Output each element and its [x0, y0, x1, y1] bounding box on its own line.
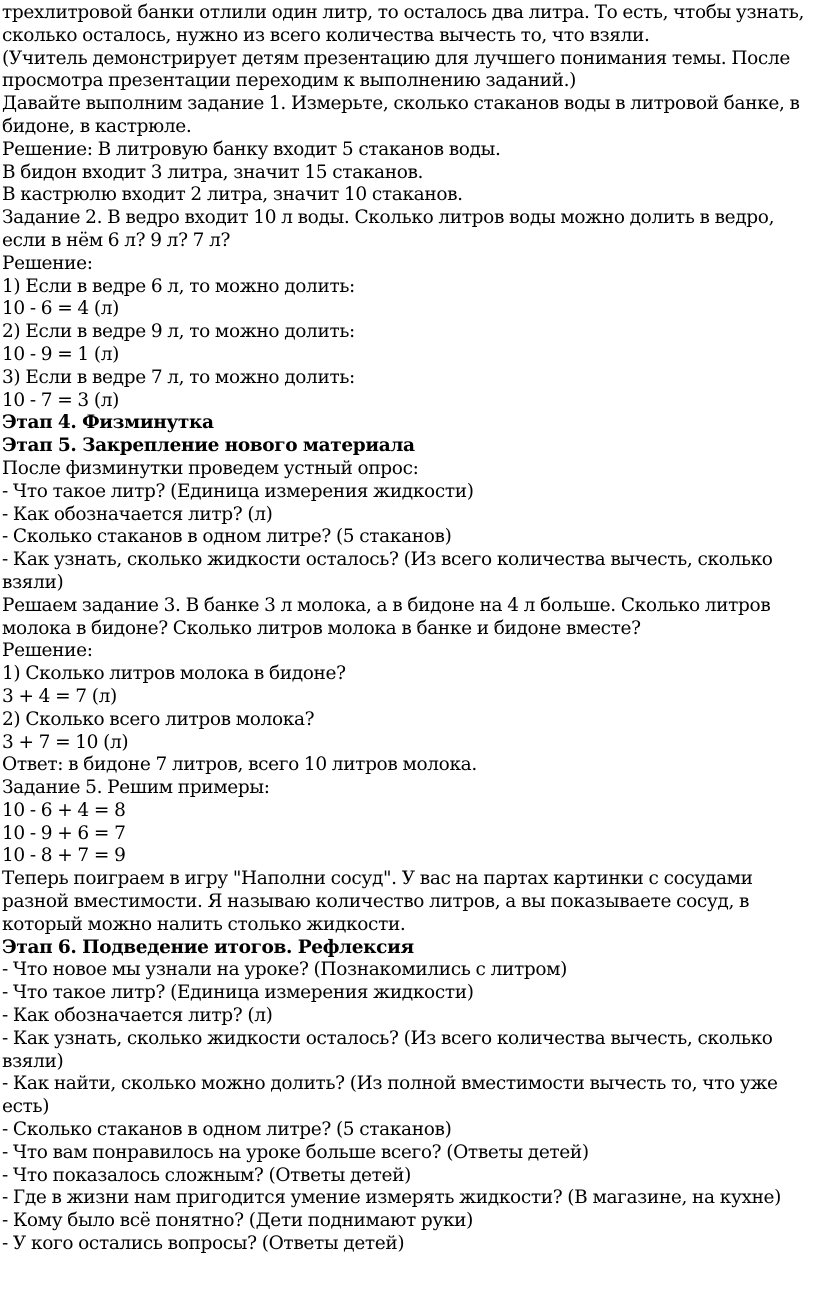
text-line: - Что такое литр? (Единица измерения жидкости)	[2, 982, 474, 1004]
text-line: После физминутки проведем устный опрос:	[2, 457, 419, 479]
text-line: 3) Если в ведре 7 л, то можно долить:	[2, 366, 355, 388]
text-line: Решение:	[2, 640, 93, 662]
text-line: 10 - 9 = 1 (л)	[2, 343, 120, 365]
text-line: Ответ: в бидоне 7 литров, всего 10 литров молока.	[2, 754, 477, 776]
text-line: 10 - 8 + 7 = 9	[2, 845, 126, 867]
text-line: 2) Если в ведре 9 л, то можно долить:	[2, 321, 355, 343]
text-line: - Где в жизни нам пригодится умение измерять жидкости? (В магазине, на кухне)	[2, 1187, 782, 1209]
text-line: 10 - 6 + 4 = 8	[2, 799, 126, 821]
section-heading: Этап 5. Закрепление нового материала	[2, 435, 415, 457]
text-line: Решаем задание 3. В банке 3 л молока, а в бидоне на 4 л больше. Сколько литров молока в бидоне? Сколько литров молока в банке и бидоне вместе?	[2, 594, 771, 639]
section-heading: Этап 6. Подведение итогов. Рефлексия	[2, 936, 414, 958]
text-line: - Как обозначается литр? (л)	[2, 503, 273, 525]
text-line: - Сколько стаканов в одном литре? (5 стаканов)	[2, 526, 452, 548]
text-line: - Сколько стаканов в одном литре? (5 стаканов)	[2, 1119, 452, 1141]
text-line: Теперь поиграем в игру "Наполни сосуд". У вас на партах картинки с сосудами разной вместимости. Я называю количество литров, а вы показываете сосуд, в который можно налить столько жидкости.	[2, 868, 753, 935]
text-line: 10 - 7 = 3 (л)	[2, 389, 120, 411]
text-line: 10 - 9 + 6 = 7	[2, 822, 126, 844]
text-line: - У кого остались вопросы? (Ответы детей)	[2, 1233, 405, 1255]
text-line: - Как найти, сколько можно долить? (Из полной вместимости вычесть то, что уже есть)	[2, 1073, 778, 1118]
text-line: - Кому было всё понятно? (Дети поднимают руки)	[2, 1210, 474, 1232]
text-line: В бидон входит 3 литра, значит 15 стаканов.	[2, 161, 424, 183]
text-line: трехлитровой банки отлили один литр, то осталось два литра. То есть, чтобы узнать, сколько осталось, нужно из всего количества вычесть то, что взяли.	[2, 2, 804, 46]
text-line: - Как узнать, сколько жидкости осталось? (Из всего количества вычесть, сколько взяли)	[2, 1027, 773, 1072]
text-line: 3 + 4 = 7 (л)	[2, 685, 117, 707]
text-line: Задание 2. В ведро входит 10 л воды. Сколько литров воды можно долить в ведро, если в нём 6 л? 9 л? 7 л?	[2, 207, 775, 251]
text-line: - Что новое мы узнали на уроке? (Познакомились с литром)	[2, 959, 568, 981]
text-line: 1) Если в ведре 6 л, то можно долить:	[2, 275, 355, 297]
text-line: - Как обозначается литр? (л)	[2, 1005, 273, 1027]
text-line: 2) Сколько всего литров молока?	[2, 708, 315, 730]
text-line: В кастрюлю входит 2 литра, значит 10 стаканов.	[2, 184, 463, 206]
text-line: (Учитель демонстрирует детям презентацию для лучшего понимания темы. После просмотра презентации переходим к выполнению заданий.)	[2, 47, 790, 92]
text-line: 1) Сколько литров молока в бидоне?	[2, 663, 346, 685]
text-line: Решение: В литровую банку входит 5 стаканов воды.	[2, 138, 501, 160]
text-line: Давайте выполним задание 1. Измерьте, сколько стаканов воды в литровой банке, в бидоне, в кастрюле.	[2, 93, 800, 137]
section-heading: Этап 4. Физминутка	[2, 412, 214, 434]
text-line: - Что показалось сложным? (Ответы детей)	[2, 1164, 411, 1186]
text-line: 3 + 7 = 10 (л)	[2, 731, 129, 753]
text-line: Задание 5. Решим примеры:	[2, 777, 270, 799]
text-line: - Что такое литр? (Единица измерения жидкости)	[2, 480, 474, 502]
text-line: - Как узнать, сколько жидкости осталось? (Из всего количества вычесть, сколько взяли)	[2, 549, 773, 593]
text-line: 10 - 6 = 4 (л)	[2, 298, 120, 320]
text-line: - Что вам понравилось на уроке больше всего? (Ответы детей)	[2, 1141, 589, 1163]
text-line: Решение:	[2, 252, 93, 274]
